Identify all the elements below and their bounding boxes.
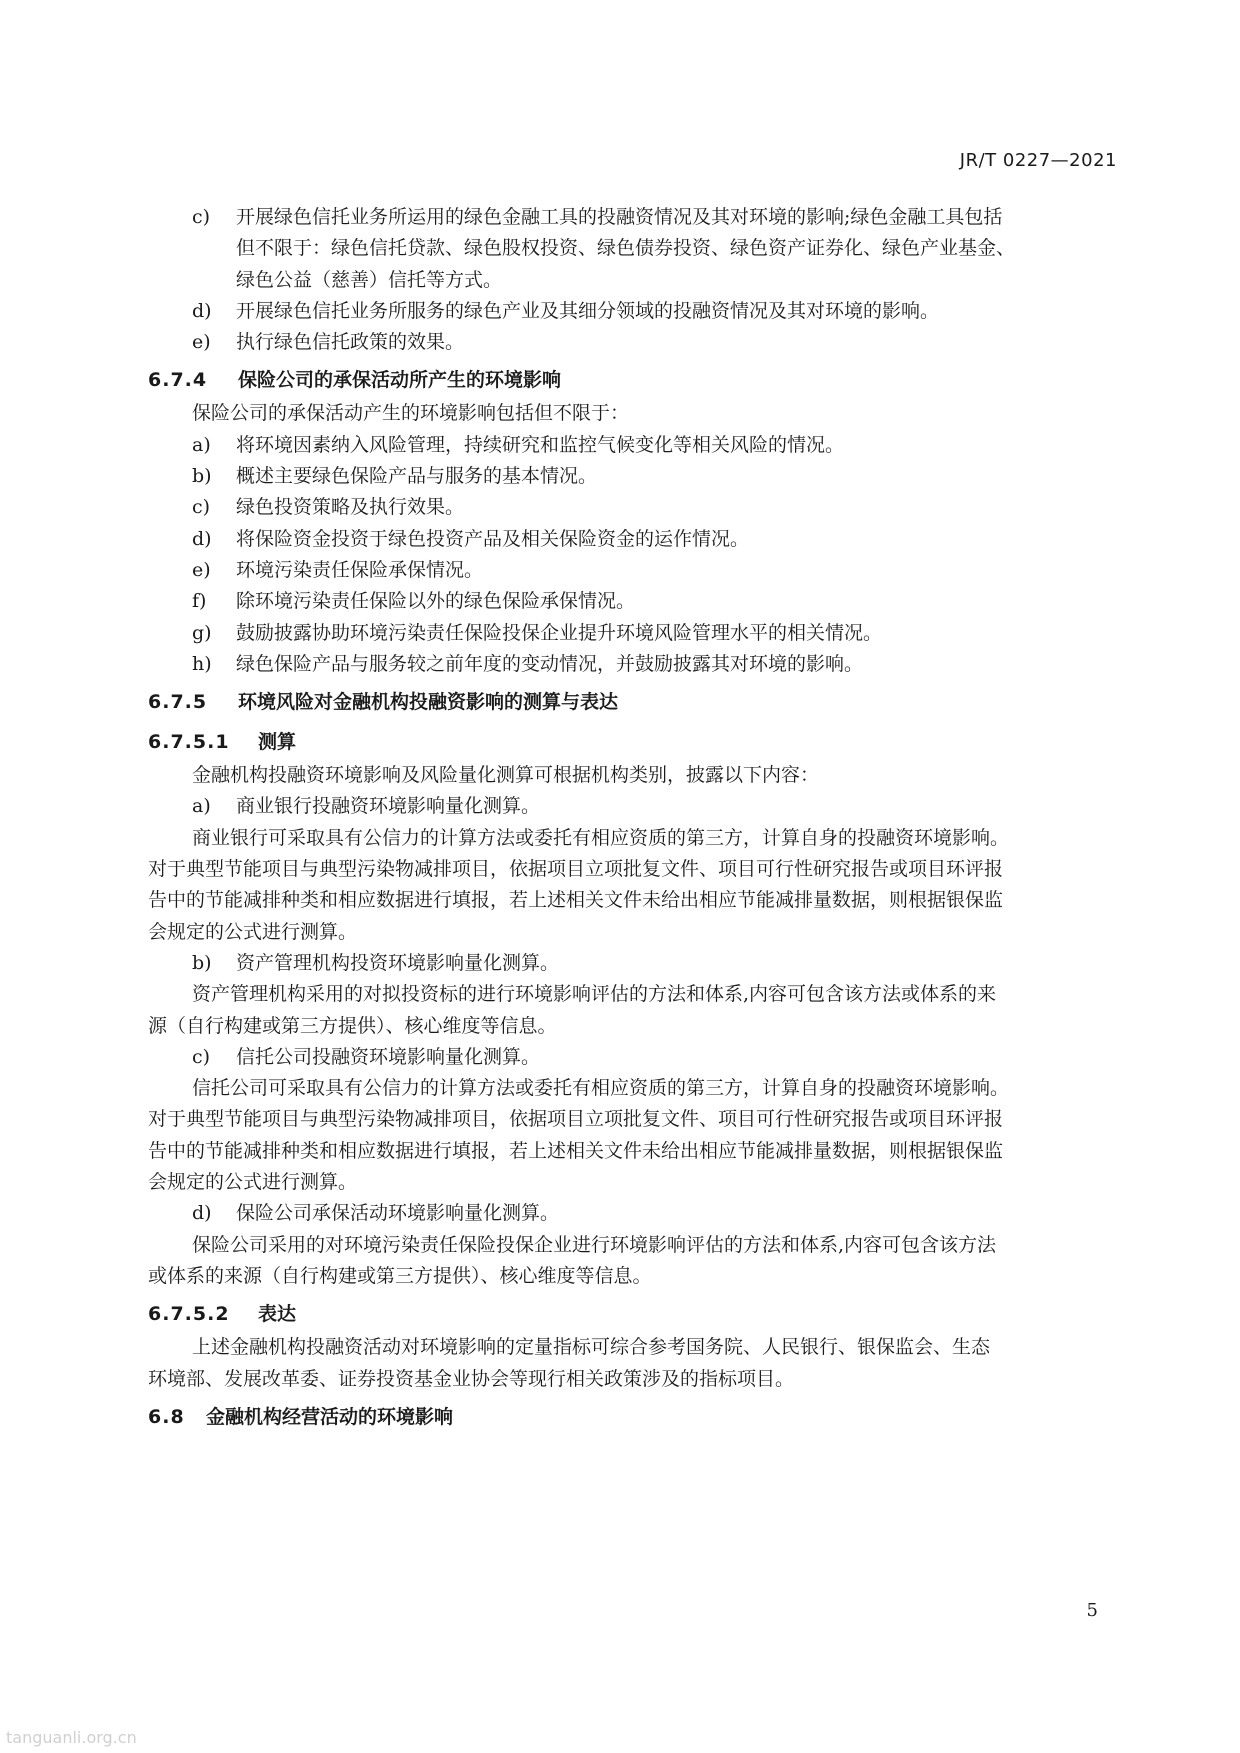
paragraph-line: 环境部、发展改革委、证券投资基金业协会等现行相关政策涉及的指标项目。 bbox=[148, 1367, 795, 1390]
list-text: 开展绿色信托业务所运用的绿色金融工具的投融资情况及其对环境的影响;绿色金融工具包括 bbox=[236, 206, 1003, 228]
paragraph-line: 会规定的公式进行测算。 bbox=[148, 920, 358, 943]
list-item bbox=[148, 649, 1128, 680]
list-label: d) bbox=[192, 527, 212, 550]
section-number: 6.7.5.1 bbox=[148, 731, 230, 754]
list-item bbox=[148, 618, 1128, 649]
section-number: 6.7.4 bbox=[148, 369, 208, 392]
list-label: b) bbox=[192, 465, 212, 488]
paragraph-line: 资产管理机构采用的对拟投资标的进行环境影响评估的方法和体系,内容可包含该方法或体系的来 bbox=[192, 983, 997, 1006]
list-text: 绿色投资策略及执行效果。 bbox=[236, 496, 465, 519]
section-heading-6-8 bbox=[148, 1399, 1128, 1435]
list-item-c bbox=[148, 1042, 1128, 1073]
paragraph-line: 告中的节能减排种类和相应数据进行填报，若上述相关文件未给出相应节能减排量数据，则根据银保监 bbox=[148, 1139, 1004, 1162]
list-label: c) bbox=[192, 1045, 211, 1068]
list-item bbox=[148, 586, 1128, 617]
list-item bbox=[148, 555, 1128, 586]
paragraph-line: 保险公司采用的对环境污染责任保险投保企业进行环境影响评估的方法和体系,内容可包含该方法 bbox=[192, 1233, 997, 1256]
section-number: 6.7.5 bbox=[148, 691, 208, 714]
paragraph-line: 对于典型节能项目与典型污染物减排项目，依据项目立项批复文件、项目可行性研究报告或项目环评报 bbox=[148, 1108, 1004, 1131]
section-intro: 金融机构投融资环境影响及风险量化测算可根据机构类别，披露以下内容： bbox=[192, 764, 820, 787]
section-title: 金融机构经营活动的环境影响 bbox=[206, 1405, 454, 1428]
list-item bbox=[148, 430, 1128, 461]
list-item-trust-c bbox=[148, 202, 1128, 233]
watermark-text: tanguanli.org.cn bbox=[6, 1728, 137, 1747]
list-text: 资产管理机构投资环境影响量化测算。 bbox=[236, 951, 560, 974]
paragraph-line: 告中的节能减排种类和相应数据进行填报，若上述相关文件未给出相应节能减排量数据，则根据银保监 bbox=[148, 889, 1004, 912]
list-text: 将环境因素纳入风险管理，持续研究和监控气候变化等相关风险的情况。 bbox=[236, 433, 845, 456]
list-label: e) bbox=[192, 331, 211, 354]
list-item bbox=[148, 461, 1128, 492]
list-label: f) bbox=[192, 590, 207, 613]
list-text: 执行绿色信托政策的效果。 bbox=[236, 331, 465, 354]
paragraph-line: 上述金融机构投融资活动对环境影响的定量指标可综合参考国务院、人民银行、银保监会、生态 bbox=[192, 1336, 991, 1359]
section-heading-6-7-5 bbox=[148, 684, 1128, 720]
list-label: a) bbox=[192, 433, 211, 456]
section-title: 保险公司的承保活动所产生的环境影响 bbox=[238, 369, 562, 392]
list-item-continuation: 但不限于：绿色信托贷款、绿色股权投资、绿色债券投资、绿色资产证券化、绿色产业基金、 bbox=[236, 237, 1016, 260]
list-text: 环境污染责任保险承保情况。 bbox=[236, 558, 484, 581]
list-item-b bbox=[148, 948, 1128, 979]
page-body bbox=[148, 202, 1128, 1435]
list-item bbox=[148, 492, 1128, 523]
section-intro: 保险公司的承保活动产生的环境影响包括但不限于： bbox=[192, 402, 630, 425]
paragraph-line: 对于典型节能项目与典型污染物减排项目，依据项目立项批复文件、项目可行性研究报告或项目环评报 bbox=[148, 858, 1004, 881]
list-label: d) bbox=[192, 1202, 212, 1225]
paragraph-line: 源（自行构建或第三方提供）、核心维度等信息。 bbox=[148, 1014, 557, 1037]
page-number: 5 bbox=[1086, 1600, 1098, 1621]
list-text: 商业银行投融资环境影响量化测算。 bbox=[236, 795, 541, 818]
list-label: d) bbox=[192, 299, 212, 322]
list-label: c) bbox=[192, 206, 211, 228]
paragraph-line: 商业银行可采取具有公信力的计算方法或委托有相应资质的第三方，计算自身的投融资环境影响。 bbox=[192, 826, 1010, 849]
list-text: 概述主要绿色保险产品与服务的基本情况。 bbox=[236, 465, 598, 488]
list-text: 将保险资金投资于绿色投资产品及相关保险资金的运作情况。 bbox=[236, 527, 750, 550]
paragraph-line: 信托公司可采取具有公信力的计算方法或委托有相应资质的第三方，计算自身的投融资环境影响。 bbox=[192, 1077, 1010, 1100]
paragraph-line: 或体系的来源（自行构建或第三方提供）、核心维度等信息。 bbox=[148, 1264, 652, 1287]
section-heading-6-7-4 bbox=[148, 362, 1128, 398]
list-text: 除环境污染责任保险以外的绿色保险承保情况。 bbox=[236, 590, 636, 613]
section-heading-6-7-5-1 bbox=[148, 724, 1128, 760]
list-label: g) bbox=[192, 621, 212, 644]
section-title: 表达 bbox=[258, 1303, 297, 1326]
list-text: 鼓励披露协助环境污染责任保险投保企业提升环境风险管理水平的相关情况。 bbox=[236, 621, 883, 644]
document-code: JR/T 0227—2021 bbox=[959, 150, 1117, 171]
list-text: 绿色保险产品与服务较之前年度的变动情况，并鼓励披露其对环境的影响。 bbox=[236, 652, 864, 675]
list-item-d bbox=[148, 1198, 1128, 1229]
list-item-trust-e bbox=[148, 327, 1128, 358]
section-title: 环境风险对金融机构投融资影响的测算与表达 bbox=[238, 691, 619, 714]
section-title: 测算 bbox=[258, 731, 297, 754]
list-label: h) bbox=[192, 652, 212, 675]
list-label: c) bbox=[192, 496, 211, 519]
list-text: 保险公司承保活动环境影响量化测算。 bbox=[236, 1202, 560, 1225]
section-number: 6.7.5.2 bbox=[148, 1303, 230, 1326]
list-label: b) bbox=[192, 951, 212, 974]
list-text: 信托公司投融资环境影响量化测算。 bbox=[236, 1045, 541, 1068]
list-text: 开展绿色信托业务所服务的绿色产业及其细分领域的投融资情况及其对环境的影响。 bbox=[236, 299, 940, 322]
list-item bbox=[148, 524, 1128, 555]
list-item-trust-d bbox=[148, 296, 1128, 327]
list-label: a) bbox=[192, 795, 211, 818]
list-item-continuation: 绿色公益（慈善）信托等方式。 bbox=[236, 268, 503, 291]
list-label: e) bbox=[192, 558, 211, 581]
list-item-a bbox=[148, 791, 1128, 822]
section-number: 6.8 bbox=[148, 1405, 185, 1428]
section-heading-6-7-5-2 bbox=[148, 1296, 1128, 1332]
paragraph-line: 会规定的公式进行测算。 bbox=[148, 1171, 358, 1194]
